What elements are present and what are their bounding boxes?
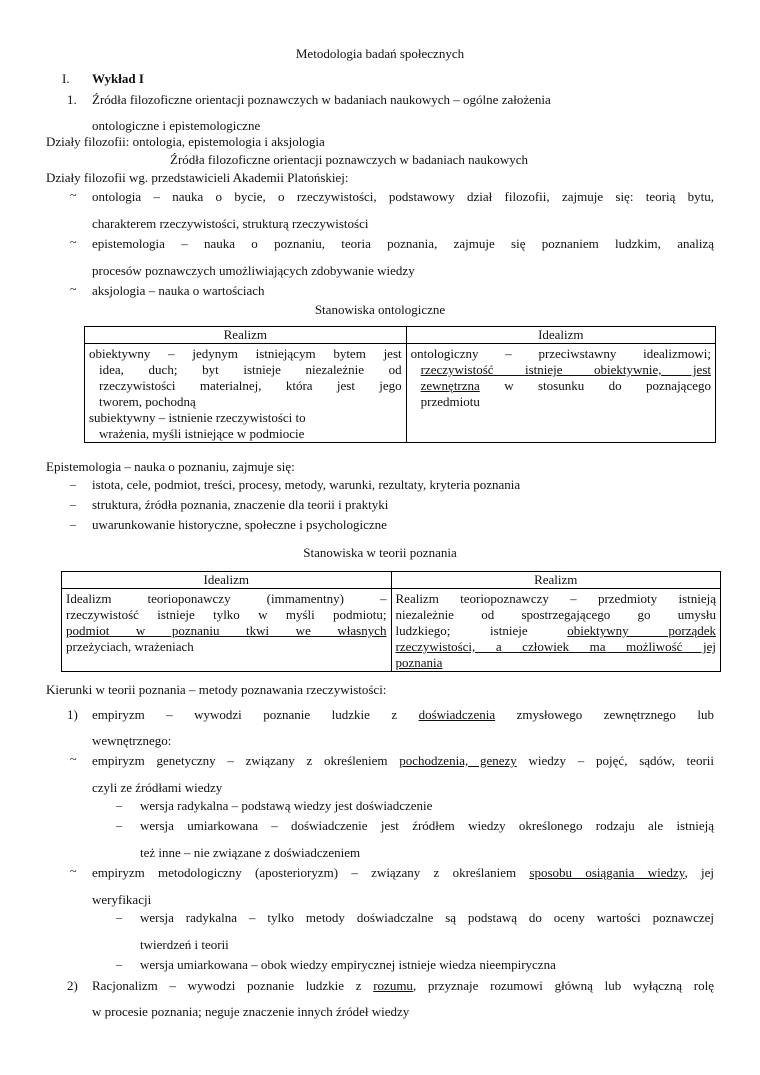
list-item-line: uwarunkowanie historyczne, społeczne i psychologiczne <box>92 517 387 532</box>
dash-bullet-icon: – <box>116 818 122 832</box>
dash-bullet-icon: – <box>70 497 76 511</box>
list-item-line: twierdzeń i teorii <box>140 937 229 952</box>
cell-line: zewnętrzna w stosunku do poznającego <box>420 378 711 393</box>
list-item-line: charakterem rzeczywistości, strukturą rzeczywistości <box>92 216 369 231</box>
cell-line: Realizm teoriopoznawczy – przedmioty istnieją <box>395 591 716 606</box>
table-cell <box>62 589 392 672</box>
cell-line: podmiot w poznaniu tkwi we własnych <box>66 623 387 638</box>
cell-line: obiektywny – jedynym istniejącym bytem jest <box>89 346 402 361</box>
tilde-bullet-icon: ~ <box>70 864 77 878</box>
tilde-bullet-icon: ~ <box>70 235 77 249</box>
tilde-bullet-icon: ~ <box>70 188 77 202</box>
table-header-cell: Realizm <box>85 327 407 344</box>
list-item-line: wersja radykalna – tylko metody doświadczalne są podstawą do oceny wartości poznawczej <box>140 910 714 925</box>
paragraph: Działy filozofii wg. przedstawicieli Akademii Platońskiej: <box>46 170 349 185</box>
item-number: 1. <box>67 92 77 107</box>
underlined-term: doświadczenia <box>418 707 496 722</box>
table-header-cell: Idealizm <box>62 572 392 589</box>
table-caption: Stanowiska ontologiczne <box>314 302 446 317</box>
table-cell <box>391 589 721 672</box>
list-item-line: wersja umiarkowana – obok wiedzy empirycznej istnieje wiedza nieempiryczna <box>140 957 556 972</box>
list-item-line: czyli ze źródłami wiedzy <box>92 780 223 795</box>
cell-line: subiektywny – istnienie rzeczywistości to <box>89 410 306 425</box>
list-item-line: aksjologia – nauka o wartościach <box>92 283 265 298</box>
list-item-line: wersja umiarkowana – doświadczenie jest źródłem wiedzy określonego rodzaju ale istnieją <box>140 818 714 833</box>
list-item-line: wewnętrznego: <box>92 733 172 748</box>
cell-line: idea, duch; byt istnieje niezależnie od <box>99 362 402 377</box>
paragraph: Epistemologia – nauka o poznaniu, zajmuje się: <box>46 459 295 474</box>
cell-line: ludzkiego; istnieje obiektywny porządek <box>395 623 717 638</box>
cell-line: rzeczywistość istnieje tylko w myśli podmiotu; <box>66 607 387 622</box>
list-item-line: Racjonalizm – wywodzi poznanie ludzkie z rozumu, przyznaje rozumowi główną lub wyłączną rolę <box>92 978 714 993</box>
paragraph: Działy filozofii: ontologia, epistemologia i aksjologia <box>46 134 325 149</box>
dash-bullet-icon: – <box>116 798 122 812</box>
list-item-line: struktura, źródła poznania, znaczenie dla teorii i praktyki <box>92 497 389 512</box>
cell-line: ontologiczny – przeciwstawny idealizmowi; <box>410 346 711 361</box>
cell-line: przeżyciach, wrażeniach <box>66 639 194 654</box>
list-item-line: empiryzm – wywodzi poznanie ludzkie z doświadczenia zmysłowego zewnętrznego lub <box>92 707 714 722</box>
underlined-term: pochodzenia, genezy <box>399 753 517 768</box>
table-cell <box>85 344 407 443</box>
underlined-term: zewnętrzna <box>420 378 480 393</box>
cell-line: rzeczywistość istnieje obiektywnie, jest <box>420 362 711 377</box>
list-item-line: wersja radykalna – podstawą wiedzy jest doświadczenie <box>140 798 433 813</box>
list-item-line: istota, cele, podmiot, treści, procesy, metody, warunki, rezultaty, kryteria poznania <box>92 477 521 492</box>
list-item-line: weryfikacji <box>92 892 152 907</box>
list-item-line: w procesie poznania; neguje znaczenie innych źródeł wiedzy <box>92 1004 410 1019</box>
dash-bullet-icon: – <box>70 477 76 491</box>
item-text-line: ontologiczne i epistemologiczne <box>92 118 261 133</box>
item-text-line: Źródła filozoficzne orientacji poznawczych w badaniach naukowych – ogólne założenia <box>92 92 551 107</box>
ontology-table <box>84 326 716 443</box>
underlined-term: rozumu <box>373 978 413 993</box>
dash-bullet-icon: – <box>116 957 122 971</box>
list-item-line: ontologia – nauka o bycie, o rzeczywistości, podstawowy dział filozofii, zajmuje się: teorią bytu, <box>92 189 714 204</box>
tilde-bullet-icon: ~ <box>70 752 77 766</box>
underlined-term: sposobu osiągania wiedzy <box>529 865 685 880</box>
subheading: Źródła filozoficzne orientacji poznawczych w badaniach naukowych <box>170 152 529 167</box>
lecture-numeral: I. <box>62 71 70 86</box>
document-title: Metodologia badań społecznych <box>295 46 465 61</box>
table-header-cell: Realizm <box>391 572 721 589</box>
dash-bullet-icon: – <box>70 517 76 531</box>
cell-line: tworem, pochodną <box>99 394 196 409</box>
tilde-bullet-icon: ~ <box>70 282 77 296</box>
underlined-term: obiektywny porządek <box>567 623 717 638</box>
cell-line: wrażenia, myśli istniejące w podmiocie <box>99 426 305 441</box>
list-item-line: procesów poznawczych umożliwiających zdobywanie wiedzy <box>92 263 415 278</box>
cell-line: rzeczywistości materialnej, która jest jego <box>99 378 402 393</box>
table-header-cell: Idealizm <box>406 327 715 344</box>
cell-line: poznania <box>395 655 443 670</box>
cell-line: przedmiotu <box>420 394 480 409</box>
list-item-line: też inne – nie związane z doświadczeniem <box>140 845 361 860</box>
list-item-line: epistemologia – nauka o poznaniu, teoria poznania, zajmuje się poznaniem ludzkim, analizą <box>92 236 714 251</box>
dash-bullet-icon: – <box>116 910 122 924</box>
epistemology-table <box>61 571 721 672</box>
item-number: 2) <box>67 978 78 993</box>
item-number: 1) <box>67 707 78 722</box>
paragraph: Kierunki w teorii poznania – metody poznawania rzeczywistości: <box>46 682 387 697</box>
table-caption: Stanowiska w teorii poznania <box>303 545 457 560</box>
list-item-line: empiryzm metodologiczny (aposterioryzm) – związany z określaniem sposobu osiągania wiedzy, jej <box>92 865 714 880</box>
cell-line: rzeczywistości, a człowiek ma możliwość jej <box>395 639 716 654</box>
list-item-line: empiryzm genetyczny – związany z określeniem pochodzenia, genezy wiedzy – pojęć, sądów, teorii <box>92 753 714 768</box>
cell-line: Idealizm teorioponawczy (immamentny) – <box>66 591 387 606</box>
cell-line: niezależnie od spostrzegającego go umysłu <box>395 607 716 622</box>
table-cell <box>406 344 715 443</box>
lecture-heading: Wykład I <box>92 71 144 86</box>
